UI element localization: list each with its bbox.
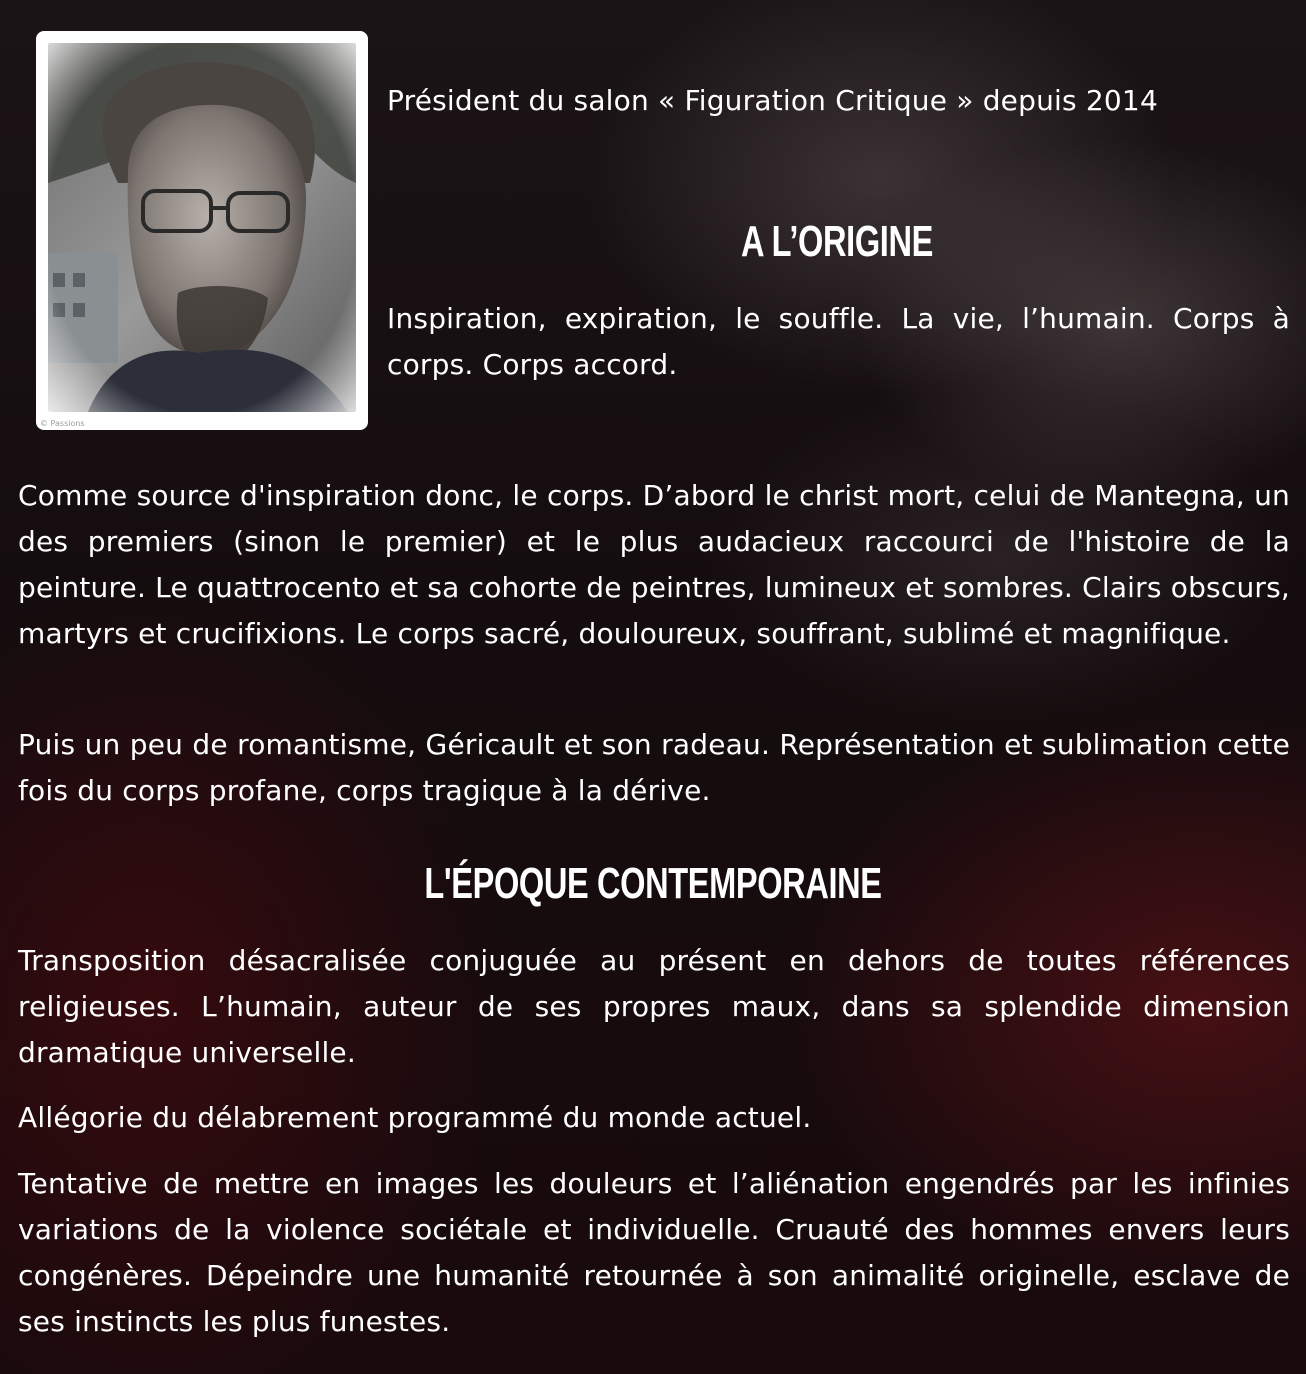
origin-paragraph-2: Comme source d'inspiration donc, le corps. D’abord le christ mort, celui de Mantegna, un des premiers (sinon le premier) et le plus audacieux raccourci de l'histoire de la peinture. Le quattrocento et sa cohorte de peintres, lumineux et sombres. Clairs obscurs, martyrs et crucifixions. Le corps sacré, douloureux, souffrant, sublimé et magnifique. bbox=[18, 479, 1290, 650]
origin-paragraph-3: Puis un peu de romantisme, Géricault et son radeau. Représentation et sublimation cette fois du corps profane, corps tragique à la dérive. bbox=[18, 728, 1290, 807]
contemporary-paragraph-2: Allégorie du délabrement programmé du monde actuel. bbox=[18, 1101, 812, 1134]
portrait-photo bbox=[48, 43, 356, 412]
president-text: Président du salon « Figuration Critique » depuis 2014 bbox=[387, 84, 1158, 117]
portrait-frame bbox=[36, 31, 368, 430]
contemporary-paragraph-1: Transposition désacralisée conjuguée au présent en dehors de toutes références religieuses. L’humain, auteur de ses propres maux, dans sa splendide dimension dramatique universelle. bbox=[18, 944, 1290, 1069]
heading-contemporary: L'ÉPOQUE CONTEMPORAINE bbox=[424, 859, 882, 908]
heading-origin: A L’ORIGINE bbox=[741, 217, 933, 266]
artist-portrait bbox=[48, 43, 356, 412]
photo-credit: © Passions bbox=[40, 419, 85, 428]
contemporary-paragraph-3: Tentative de mettre en images les douleurs et l’aliénation engendrés par les infinies variations de la violence sociétale et individuelle. Cruauté des hommes envers leurs congénères. Dépeindre une humanité retournée à son animalité originelle, esclave de ses instincts les plus funestes. bbox=[18, 1167, 1290, 1338]
origin-paragraph-1: Inspiration, expiration, le souffle. La vie, l’humain. Corps à corps. Corps accord. bbox=[387, 302, 1290, 381]
